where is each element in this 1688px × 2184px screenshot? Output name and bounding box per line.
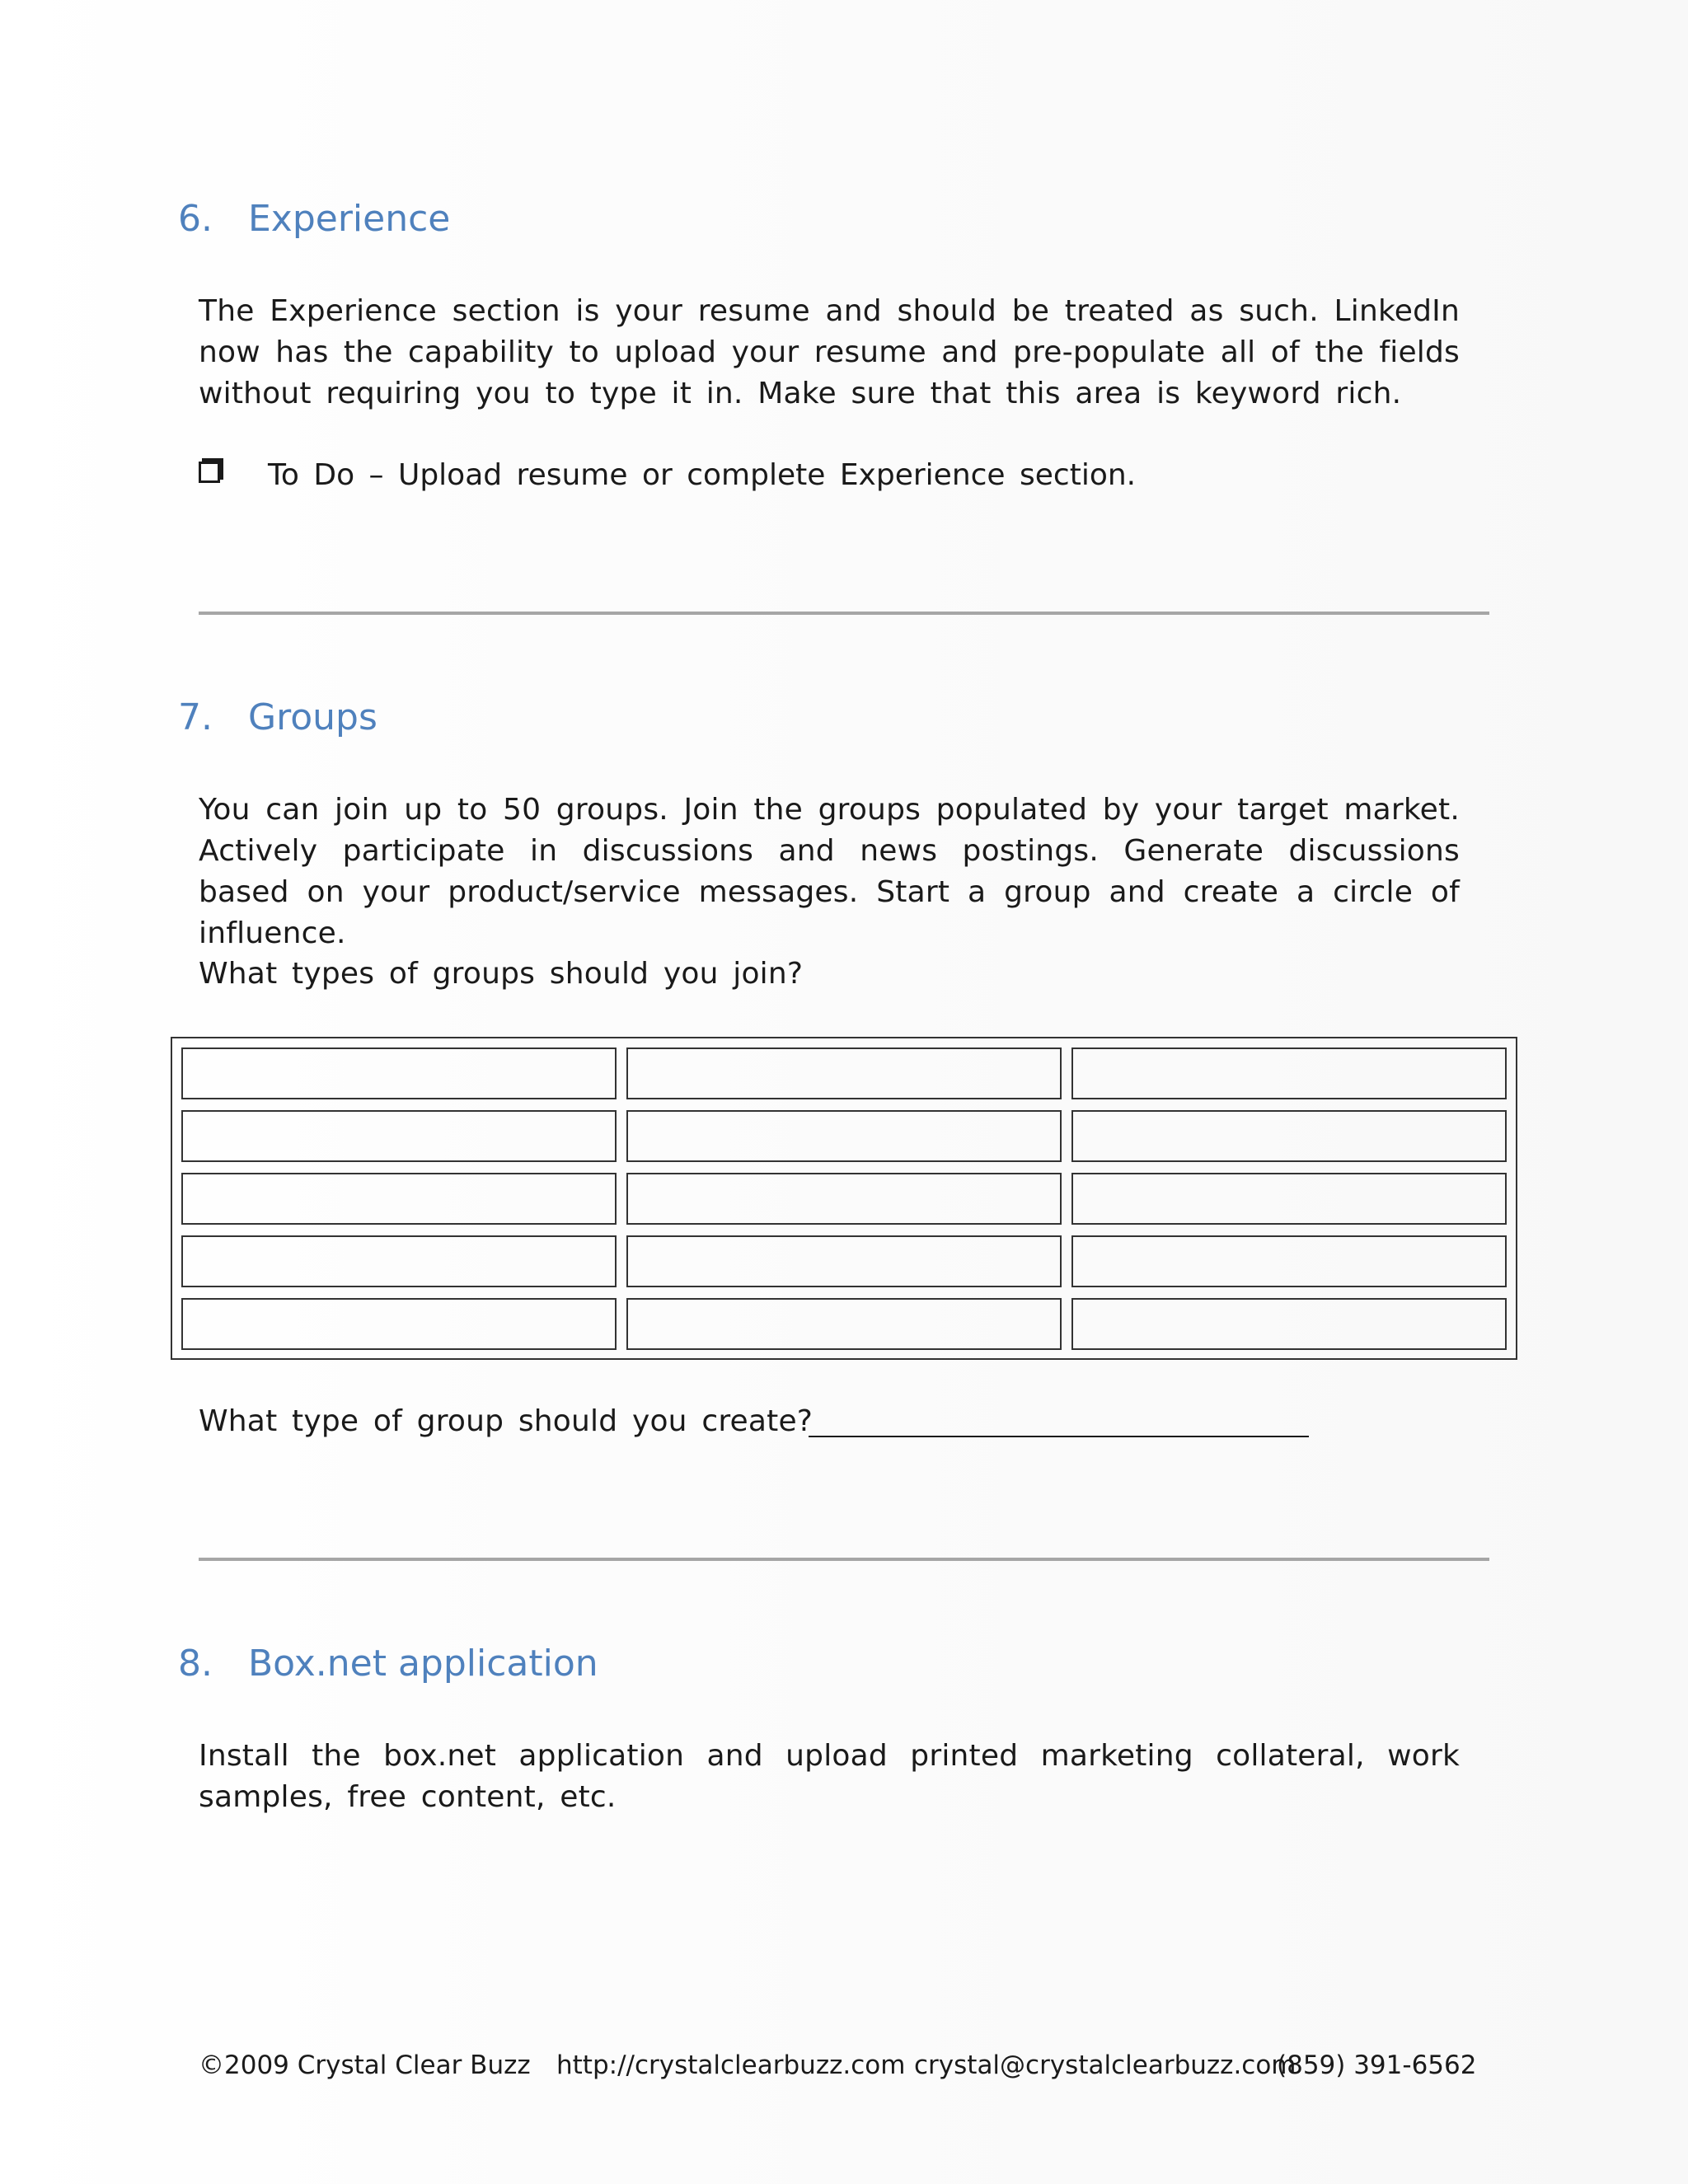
table-cell[interactable] xyxy=(1071,1047,1507,1099)
table-cell[interactable] xyxy=(1071,1173,1507,1225)
section-title: Groups xyxy=(248,696,377,738)
table-cell[interactable] xyxy=(626,1173,1062,1225)
table-cell[interactable] xyxy=(181,1047,617,1099)
table-cell[interactable] xyxy=(626,1110,1062,1162)
create-question-text: What type of group should you create? xyxy=(199,1404,814,1438)
groups-create-question xyxy=(199,1401,813,1442)
boxnet-text: Install the box.net application and upload printed marketing collateral, work samples, free content, etc. xyxy=(199,1739,1460,1814)
boxnet-paragraph xyxy=(199,1736,1460,1818)
todo-text: To Do – Upload resume or complete Experience section. xyxy=(268,458,1137,492)
table-cell[interactable] xyxy=(181,1110,617,1162)
checkbox-icon xyxy=(199,462,220,483)
groups-join-question xyxy=(199,954,1460,995)
table-cell[interactable] xyxy=(626,1298,1062,1350)
footer-phone: (859) 391-6562 xyxy=(1277,2050,1477,2080)
join-question-text: What types of groups should you join? xyxy=(199,957,804,991)
table-cell[interactable] xyxy=(181,1235,617,1287)
groups-paragraph xyxy=(199,790,1460,954)
section-number: 6. xyxy=(178,198,213,240)
section-divider xyxy=(199,1558,1489,1561)
groups-table xyxy=(171,1037,1517,1360)
footer-url: http://crystalclearbuzz.com xyxy=(556,2050,906,2080)
section-title: Box.net application xyxy=(248,1643,598,1685)
experience-text: The Experience section is your resume and should be treated as such. LinkedIn now has the capability to upload your resume and pre-populate all of the fields without requiring you to type it in. Make sure that this area is keyword rich. xyxy=(199,294,1460,410)
table-cell[interactable] xyxy=(181,1298,617,1350)
table-cell[interactable] xyxy=(626,1235,1062,1287)
section-number: 7. xyxy=(178,696,213,738)
section-divider xyxy=(199,612,1489,615)
section-number: 8. xyxy=(178,1643,213,1685)
groups-text: You can join up to 50 groups. Join the groups populated by your target market. Actively participate in discussions and news postings. Generate discussions based on your product/service messages. Start a group and create a circle of influence. xyxy=(199,793,1460,950)
section-heading-experience xyxy=(178,198,450,240)
table-cell[interactable] xyxy=(1071,1110,1507,1162)
section-heading-boxnet xyxy=(178,1643,598,1685)
section-title: Experience xyxy=(248,198,451,240)
create-answer-line[interactable] xyxy=(809,1436,1309,1437)
section-heading-groups xyxy=(178,696,377,738)
table-cell[interactable] xyxy=(1071,1235,1507,1287)
table-cell[interactable] xyxy=(626,1047,1062,1099)
todo-item xyxy=(199,455,1136,496)
footer-email: crystal@crystalclearbuzz.com xyxy=(914,2050,1296,2080)
experience-paragraph xyxy=(199,291,1460,415)
table-cell[interactable] xyxy=(181,1173,617,1225)
table-cell[interactable] xyxy=(1071,1298,1507,1350)
footer-copyright: ©2009 Crystal Clear Buzz xyxy=(199,2050,531,2080)
